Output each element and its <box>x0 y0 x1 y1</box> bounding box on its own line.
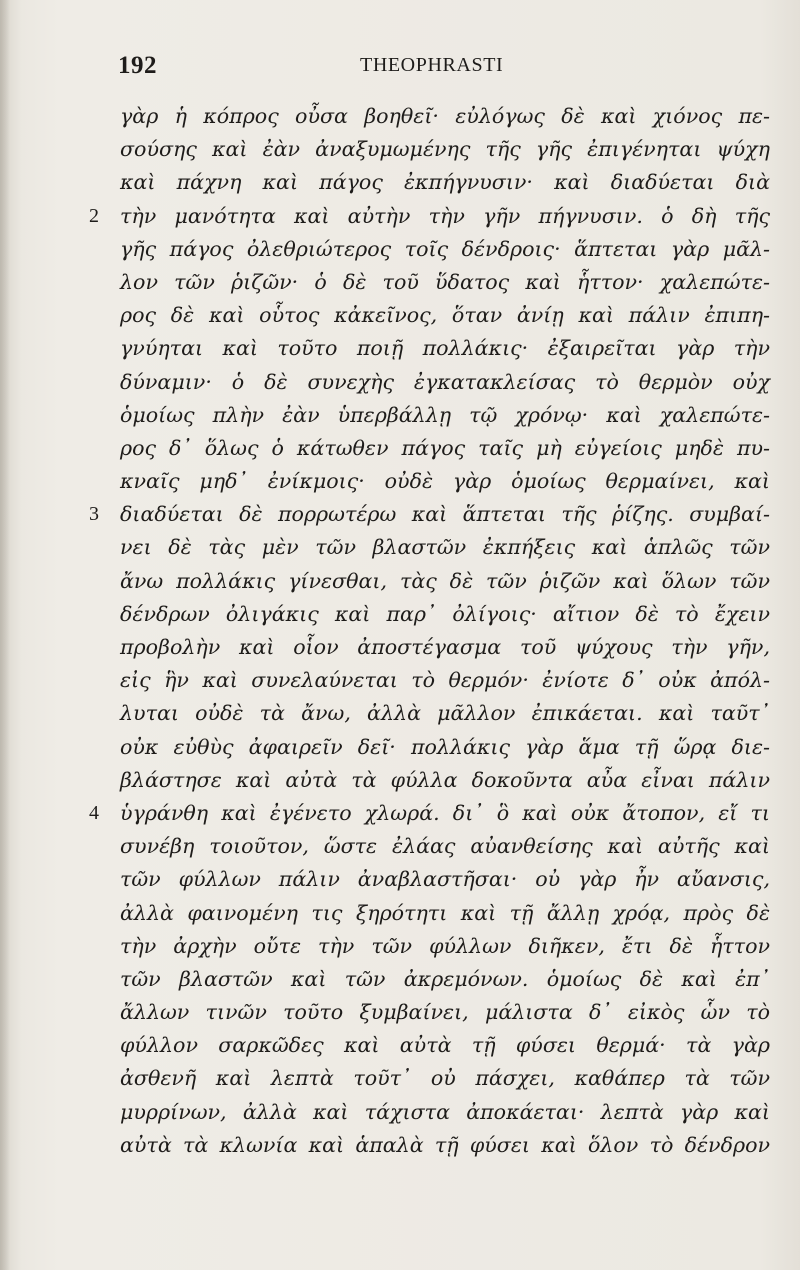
text-line <box>120 631 770 664</box>
line-text: τὴν μανότητα καὶ αὐτὴν τὴν γῆν πήγνυσιν. ὁ δὴ τῆς <box>120 203 770 228</box>
line-text: νει δὲ τὰς μὲν τῶν βλαστῶν ἐκπήξεις καὶ ἁπλῶς τῶν <box>120 535 770 560</box>
line-text: καὶ πάχνη καὶ πάγος ἐκπήγνυσιν· καὶ διαδύεται διὰ <box>120 170 770 195</box>
line-text: ἄνω πολλάκις γίνεσθαι, τὰς δὲ τῶν ῥιζῶν καὶ ὅλων τῶν <box>120 568 770 593</box>
section-number: 3 <box>89 503 99 526</box>
running-title: THEOPHRASTI <box>360 54 504 76</box>
text-line <box>120 863 770 896</box>
text-line <box>120 697 770 730</box>
text-line <box>120 332 770 365</box>
text-line <box>120 133 770 166</box>
text-line <box>120 399 770 432</box>
text-line <box>120 432 770 465</box>
line-text: κναῖς μηδ᾽ ἐνίκμοις· οὐδὲ γὰρ ὁμοίως θερμαίνει, καὶ <box>120 469 770 494</box>
text-line <box>120 1096 770 1129</box>
text-line <box>120 963 770 996</box>
line-text: λυται οὐδὲ τὰ ἄνω, ἀλλὰ μᾶλλον ἐπικάεται. καὶ ταῦτ᾽ <box>120 701 770 726</box>
line-text: συνέβη τοιοῦτον, ὥστε ἐλάας αὐανθείσης καὶ αὐτῆς καὶ <box>120 834 770 859</box>
text-line <box>89 200 770 233</box>
line-text: ἀσθενῆ καὶ λεπτὰ τοῦτ᾽ οὐ πάσχει, καθάπερ τὰ τῶν <box>120 1066 770 1091</box>
text-line <box>120 996 770 1029</box>
line-text: τῶν βλαστῶν καὶ τῶν ἀκρεμόνων. ὁμοίως δὲ καὶ ἐπ᾽ <box>120 966 770 991</box>
text-line <box>120 1062 770 1095</box>
line-text: οὐκ εὐθὺς ἀφαιρεῖν δεῖ· πολλάκις γὰρ ἅμα τῇ ὥρᾳ διε- <box>120 734 770 759</box>
text-line <box>120 731 770 764</box>
text-line <box>120 531 770 564</box>
page-number: 192 <box>118 52 157 79</box>
line-text: προβολὴν καὶ οἷον ἀποστέγασμα τοῦ ψύχους τὴν γῆν, <box>120 635 770 659</box>
text-line <box>120 830 770 863</box>
page-gutter-shadow <box>0 0 10 1270</box>
text-line <box>120 1129 770 1162</box>
text-line <box>120 366 770 399</box>
text-line <box>120 565 770 598</box>
text-line <box>120 930 770 963</box>
line-text: δύναμιν· ὁ δὲ συνεχὴς ἐγκατακλείσας τὸ θερμὸν οὐχ <box>120 369 770 394</box>
line-text: ρος δ᾽ ὅλως ὁ κάτωθεν πάγος ταῖς μὴ εὐγείοις μηδὲ πυ- <box>120 435 770 460</box>
text-line <box>120 299 770 332</box>
text-line <box>120 266 770 299</box>
section-number: 2 <box>89 204 99 227</box>
text-line <box>120 598 770 631</box>
line-text: γνύηται καὶ τοῦτο ποιῇ πολλάκις· ἐξαιρεῖται γὰρ τὴν <box>120 336 770 361</box>
line-text: τῶν φύλλων πάλιν ἀναβλαστῆσαι· οὐ γὰρ ἦν αὔανσις, <box>120 867 770 892</box>
text-line <box>89 498 770 531</box>
line-text: λον τῶν ῥιζῶν· ὁ δὲ τοῦ ὕδατος καὶ ἧττον· χαλεπώτε- <box>120 269 770 294</box>
line-text: γῆς πάγος ὀλεθριώτερος τοῖς δένδροις· ἅπτεται γὰρ μᾶλ- <box>120 236 770 261</box>
line-text: εἰς ἣν καὶ συνελαύνεται τὸ θερμόν· ἐνίοτε δ᾽ οὐκ ἀπόλ- <box>120 668 770 693</box>
text-line <box>120 664 770 697</box>
line-text: βλάστησε καὶ αὐτὰ τὰ φύλλα δοκοῦντα αὖα εἶναι πάλιν <box>120 767 770 792</box>
body-text <box>89 100 770 1162</box>
line-text: δένδρων ὀλιγάκις καὶ παρ᾽ ὀλίγοις· αἴτιον δὲ τὸ ἔχειν <box>120 601 770 626</box>
text-line <box>120 897 770 930</box>
text-line <box>120 166 770 199</box>
line-text: τὴν ἀρχὴν οὔτε τὴν τῶν φύλλων διῆκεν, ἔτι δὲ ἧττον <box>120 933 770 958</box>
page-header <box>0 50 800 86</box>
section-number: 4 <box>89 801 99 824</box>
line-text: ὑγράνθη καὶ ἐγένετο χλωρά. δι᾽ ὃ καὶ οὐκ ἄτοπον, εἴ τι <box>120 800 770 825</box>
line-text: μυρρίνων, ἀλλὰ καὶ τάχιστα ἀποκάεται· λεπτὰ γὰρ καὶ <box>120 1099 770 1124</box>
text-line <box>120 233 770 266</box>
line-text: σούσης καὶ ἐὰν ἀναξυμωμένης τῆς γῆς ἐπιγένηται ψύχη <box>120 137 770 162</box>
line-text: φύλλον σαρκῶδες καὶ αὐτὰ τῇ φύσει θερμά· τὰ γὰρ <box>120 1033 770 1058</box>
line-text: αὐτὰ τὰ κλωνία καὶ ἁπαλὰ τῇ φύσει καὶ ὅλον τὸ δένδρον <box>120 1132 770 1157</box>
line-text: ἀλλὰ φαινομένη τις ξηρότητι καὶ τῇ ἄλλῃ χρόᾳ, πρὸς δὲ <box>120 900 770 925</box>
line-text: γὰρ ἡ κόπρος οὖσα βοηθεῖ· εὐλόγως δὲ καὶ χιόνος πε- <box>120 104 770 128</box>
line-text: ρος δὲ καὶ οὗτος κἀκεῖνος, ὅταν ἀνίῃ καὶ πάλιν ἐπιπη- <box>120 303 770 328</box>
line-text: ὁμοίως πλὴν ἐὰν ὑπερβάλλῃ τῷ χρόνῳ· καὶ χαλεπώτε- <box>120 402 770 427</box>
text-line <box>120 100 770 133</box>
line-text: διαδύεται δὲ πορρωτέρω καὶ ἅπτεται τῆς ῥίζης. συμβαί- <box>120 502 770 527</box>
text-line <box>120 465 770 498</box>
line-text: ἄλλων τινῶν τοῦτο ξυμβαίνει, μάλιστα δ᾽ εἰκὸς ὧν τὸ <box>120 1000 770 1025</box>
text-line <box>89 797 770 830</box>
text-line <box>120 1029 770 1062</box>
text-line <box>120 764 770 797</box>
